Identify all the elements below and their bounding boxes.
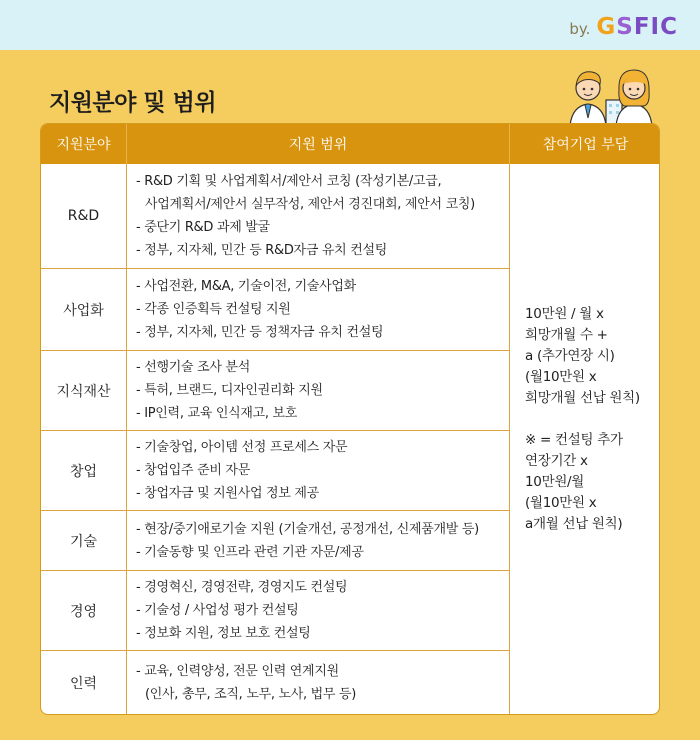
cost-block-1: 10만원 / 월 x 희망개월 수 + a (추가연장 시) (월10만원 x 희망개월 선납 원칙)	[525, 306, 640, 406]
row-hr-field: 인력	[41, 651, 127, 714]
brand	[569, 14, 678, 40]
header-scope: 지원 범위	[127, 124, 510, 164]
scope-line: - 정부, 지자체, 민간 등 정책자금 유치 컨설팅	[136, 325, 384, 340]
scope-line: - 경영혁신, 경영전략, 경영지도 컨설팅	[136, 580, 348, 595]
cost-cell	[510, 164, 659, 714]
row-startup-field: 창업	[41, 431, 127, 511]
scope-line: - 선행기술 조사 분석	[136, 360, 250, 375]
scope-line: - 각종 인증획득 컨설팅 지원	[136, 302, 291, 317]
gsfic-logo: GSFIC	[596, 14, 678, 40]
scope-line: 사업계획서/제안서 실무작성, 제안서 경진대회, 제안서 코칭)	[145, 197, 475, 212]
scope-line: - 기술동향 및 인프라 관련 기관 자문/제공	[136, 544, 364, 560]
scope-line: - 특허, 브랜드, 디자인권리화 지원	[136, 383, 323, 398]
scope-line: (인사, 총무, 조직, 노무, 노사, 법무 등)	[145, 686, 357, 702]
header-cost: 참여기업 부담	[510, 124, 660, 164]
row-biz-scope	[127, 269, 510, 351]
row-ip-field: 지식재산	[41, 351, 127, 431]
scope-line: - 현장/중기애로기술 지원 (기술개선, 공정개선, 신제품개발 등)	[136, 521, 479, 537]
row-ip-scope	[127, 351, 510, 431]
scope-line: - 중단기 R&D 과제 발굴	[136, 220, 270, 235]
scope-line: - 사업전환, M&A, 기술이전, 기술사업화	[136, 279, 356, 294]
scope-line: - 창업입주 준비 자문	[136, 463, 250, 478]
top-banner	[0, 0, 700, 50]
row-mgmt-scope	[127, 571, 510, 651]
row-biz-field: 사업화	[41, 269, 127, 351]
row-mgmt-field: 경영	[41, 571, 127, 651]
row-hr-scope	[127, 651, 510, 714]
header-field: 지원분야	[41, 124, 127, 164]
brand-by: by.	[569, 20, 591, 38]
row-tech-scope	[127, 511, 510, 571]
scope-line: - 정보화 지원, 정보 보호 컨설팅	[136, 626, 311, 641]
scope-line: - 기술성 / 사업성 평가 컨설팅	[136, 603, 299, 618]
row-startup-scope	[127, 431, 510, 511]
support-table	[40, 123, 660, 715]
row-rd-field: R&D	[41, 164, 127, 269]
scope-line: - 정부, 지자체, 민간 등 R&D자금 유치 컨설팅	[136, 243, 388, 258]
people-illustration-icon	[566, 62, 656, 126]
row-rd-scope	[127, 164, 510, 269]
cost-block-2: ※ = 컨설팅 추가 연장기간 x 10만원/월 (월10만원 x a개월 선납 원칙)	[525, 432, 623, 532]
scope-line: - 교육, 인력양성, 전문 인력 연계지원	[136, 663, 339, 679]
scope-line: - 기술창업, 아이템 선정 프로세스 자문	[136, 440, 348, 455]
page-title: 지원분야 및 범위	[49, 90, 217, 116]
scope-line: - IP인력, 교육 인식재고, 보호	[136, 406, 298, 421]
row-tech-field: 기술	[41, 511, 127, 571]
scope-line: - R&D 기획 및 사업계획서/제안서 코칭 (작성기본/고급,	[136, 174, 442, 189]
scope-line: - 창업자금 및 지원사업 정보 제공	[136, 486, 319, 501]
